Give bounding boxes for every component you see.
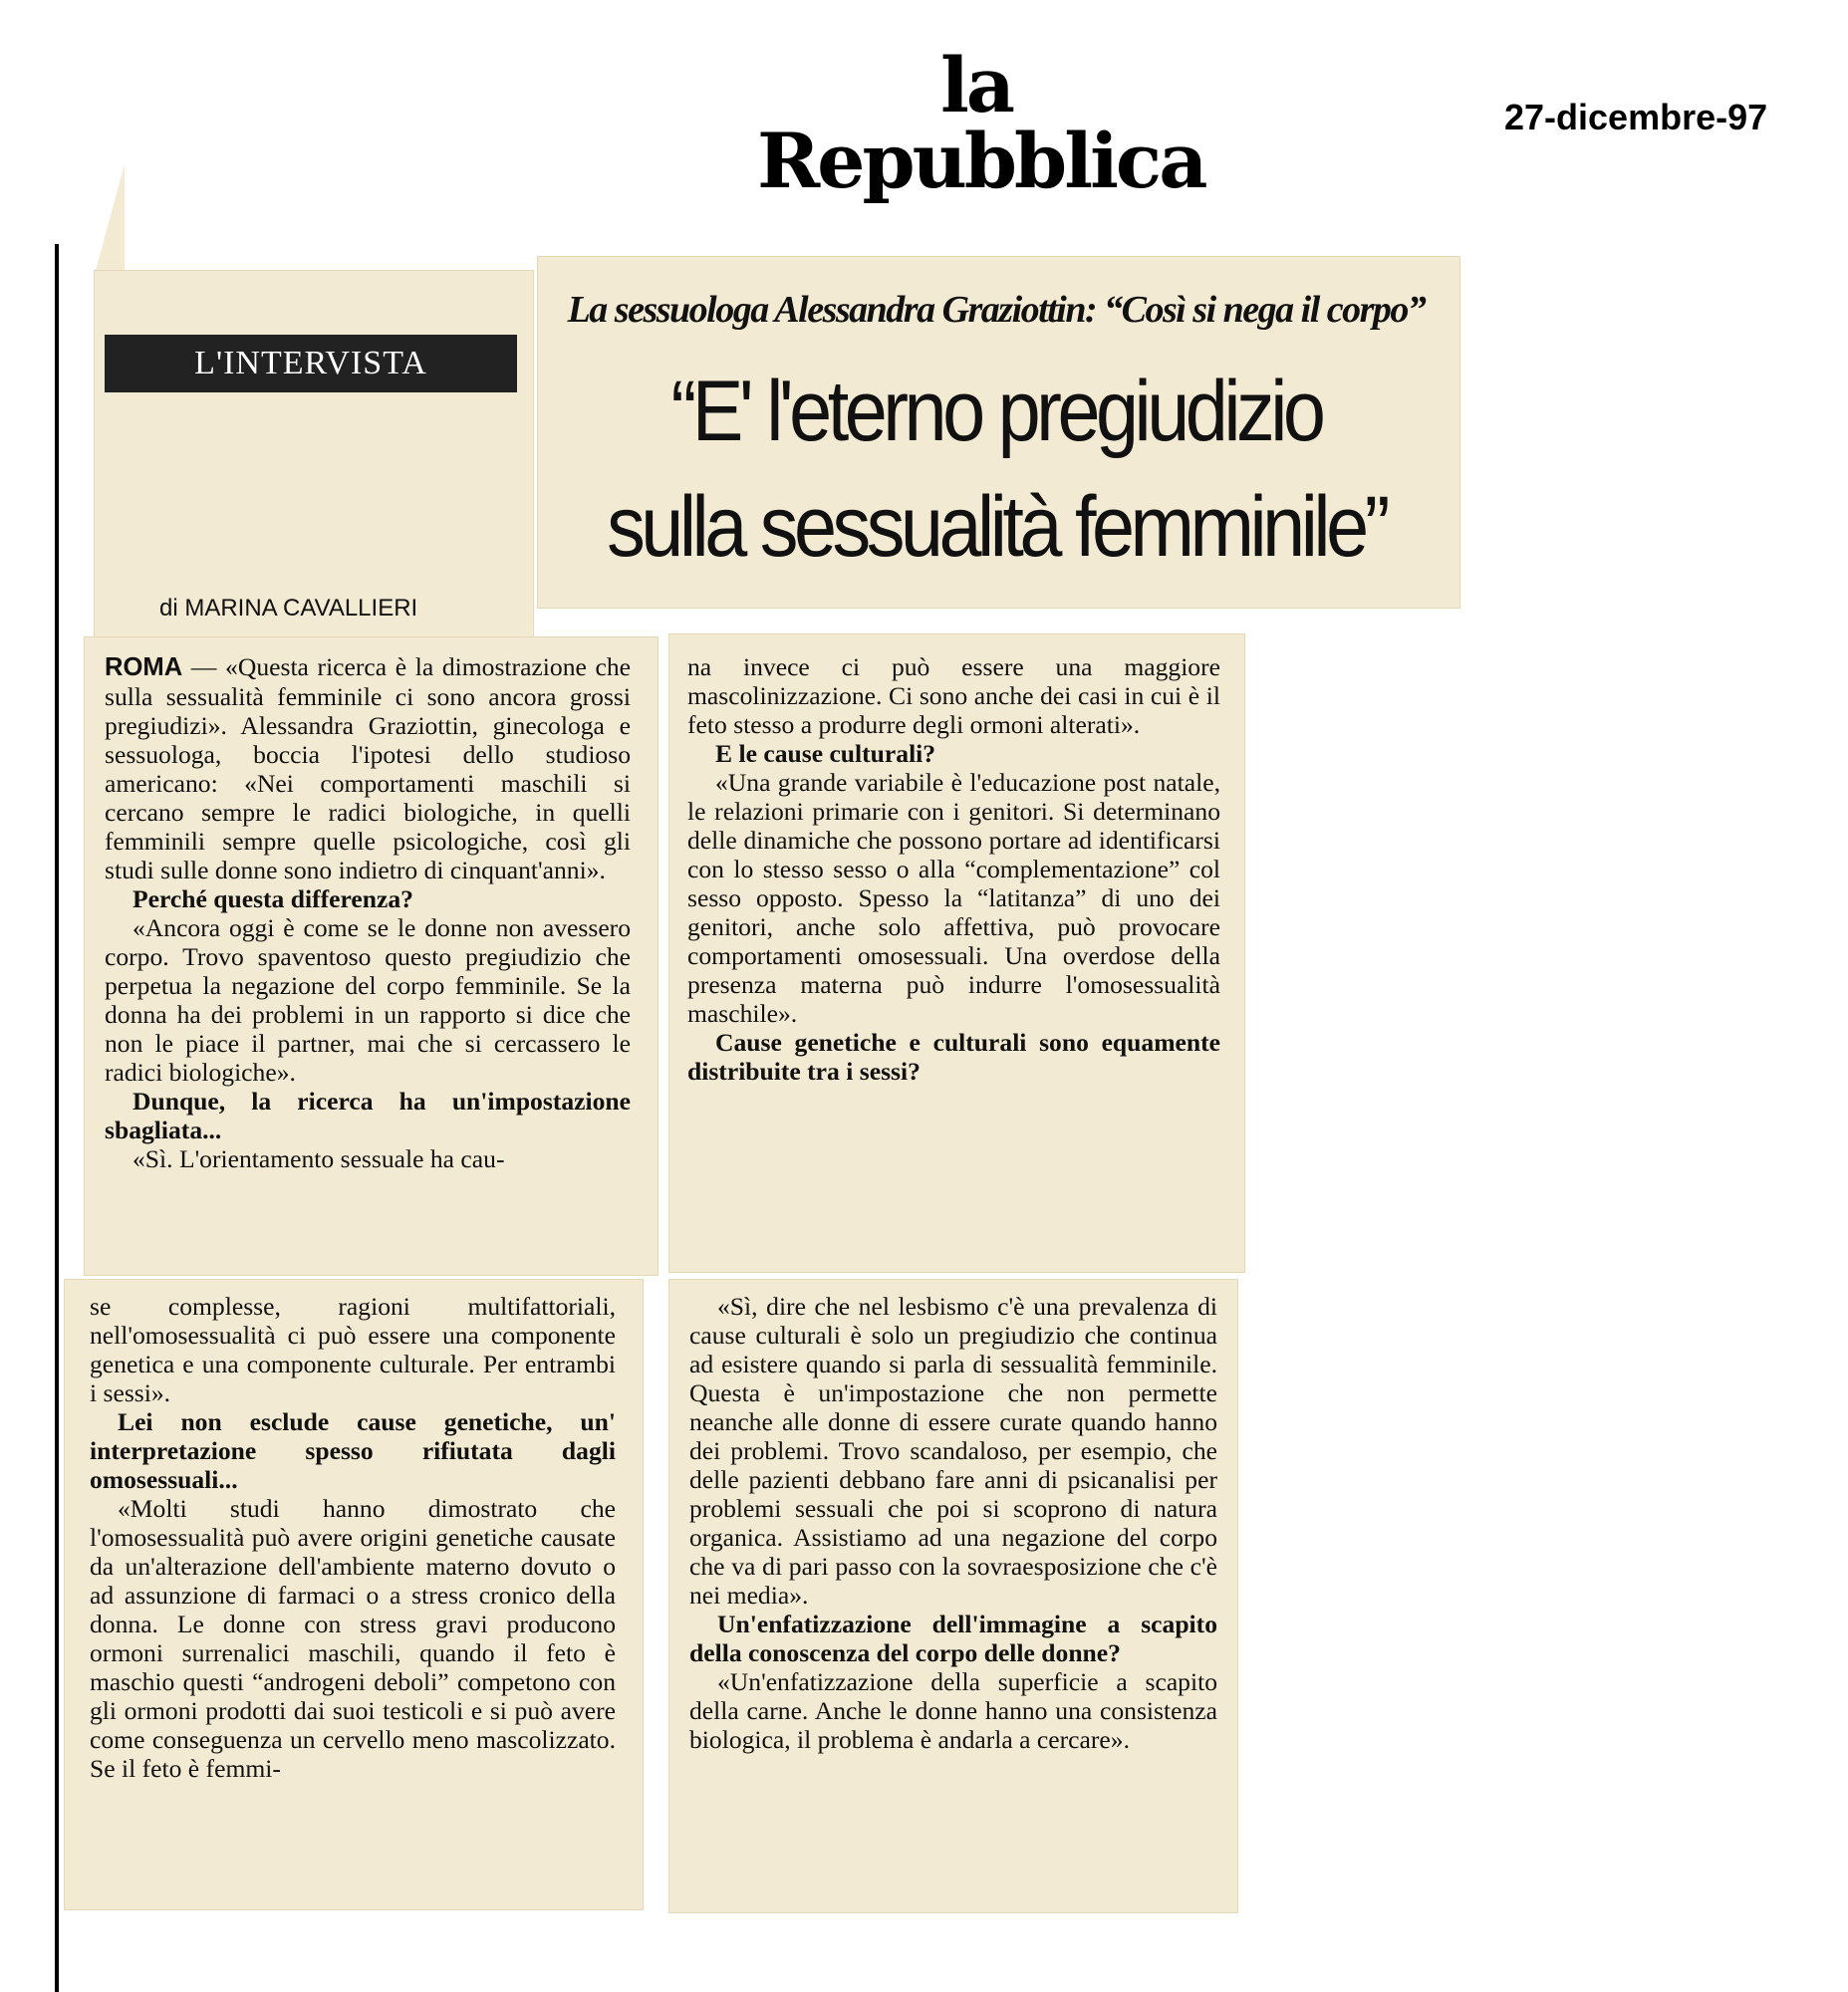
- lead-text: — «Questa ricerca è la dimostrazione che sulla sessualità femminile ci sono ancora grossi pregiudizi». Alessandra Graziottin, ginecologa e sessuologa, boccia l'ipotesi dello studioso americano: «Nei comportamenti maschili si cercano sempre le radici biologiche, in quelli femminili sempre quelle psicologiche, così gli studi sulle donne sono indietro di cinquant'anni».: [105, 652, 631, 884]
- answer-2-start: «Sì. L'orientamento sessuale ha cau-: [132, 1144, 505, 1173]
- clipping-tab: [95, 164, 125, 274]
- answer-5: «Sì, dire che nel lesbismo c'è una prevalenza di cause culturali è solo un pregiudizio che continua ad esistere quando si parla di sessualità femminile. Questa è un'impostazione che non permette neanche alle donne di essere curate quando hanno dei problemi. Trovo scandaloso, per esempio, che delle pazienti debbano fare anni di psicanalisi per problemi sessuali che poi si scoprono di natura organica. Assistiamo ad una negazione del corpo che va di pari passo con la sovraesposizione che c'è nei media».: [689, 1292, 1217, 1610]
- kicker: La sessuologa Alessandra Graziottin: “Così si nega il corpo”: [567, 289, 1426, 331]
- answer-3: «Molti studi hanno dimostrato che l'omosessualità può avere origini genetiche causate da un'alterazione dell'ambiente materno dovuto o ad assunzione di farmaci o a stress cronico della donna. Le donne con stress gravi producono ormoni surrenalici maschili, quando il feto è maschio questi “androgeni deboli” competono con gli ormoni prodotti dai suoi testicoli e si può avere come conseguenza un cervello meno mascolizzato. Se il feto è femmi-: [90, 1494, 616, 1783]
- answer-2-end: se complesse, ragioni multifattoriali, nell'omosessualità ci può essere una componente genetica e una componente culturale. Per entrambi i sessi».: [90, 1292, 616, 1407]
- newspaper-masthead: la Repubblica: [757, 41, 1205, 205]
- answer-4: «Una grande variabile è l'educazione post natale, le relazioni primarie con i genitori. Si determinano delle dinamiche che possono portare ad identificarsi con lo stesso sesso o alla “complementazione” col sesso opposto. Spesso la “latitanza” di uno dei genitori, anche solo affettiva, può provocare comportamenti omosessuali. Una overdose della presenza materna può indurre l'omosessualità maschile».: [687, 768, 1220, 1028]
- margin-line: [55, 244, 59, 1992]
- question-1: Perché questa differenza?: [132, 884, 413, 913]
- article-column-1-top: [105, 652, 631, 1173]
- question-4: E le cause culturali?: [715, 739, 936, 768]
- answer-3-continued: na invece ci può essere una maggiore mascolinizzazione. Ci sono anche dei casi in cui è il feto stesso a produrre degli ormoni alterati».: [687, 652, 1220, 739]
- answer-6: «Un'enfatizzazione della superficie a scapito della carne. Anche le donne hanno una consistenza biologica, il problema è andarla a cercare».: [689, 1667, 1217, 1754]
- issue-date: 27-dicembre-97: [1504, 97, 1768, 137]
- article-column-2-bottom: [689, 1292, 1217, 1754]
- article-column-1-bottom: [90, 1292, 616, 1783]
- answer-1: «Ancora oggi è come se le donne non avessero corpo. Trovo spaventoso questo pregiudizio che perpetua la negazione del corpo femminile. Se la donna ha dei problemi in un rapporto si dice che non le piace il partner, mai che si cercassero le radici biologiche».: [105, 913, 631, 1087]
- dateline-city: ROMA: [105, 653, 183, 681]
- byline: di MARINA CAVALLIERI: [159, 595, 418, 622]
- headline-line-2: sulla sessualità femminile”: [607, 479, 1386, 575]
- headline: [584, 354, 1409, 585]
- headline-line-1: “E' l'eterno pregiudizio: [670, 364, 1322, 459]
- question-5: Cause genetiche e culturali sono equamente distribuite tra i sessi?: [687, 1028, 1220, 1086]
- section-rubric: L'INTERVISTA: [105, 335, 517, 392]
- lead-paragraph: [105, 652, 631, 884]
- question-3: Lei non esclude cause genetiche, un' interpretazione spesso rifiutata dagli omosessuali...: [90, 1407, 616, 1494]
- article-column-2-top: [687, 652, 1220, 1086]
- question-6: Un'enfatizzazione dell'immagine a scapito della conoscenza del corpo delle donne?: [689, 1610, 1217, 1667]
- clipping-rubric: [95, 271, 533, 639]
- question-2: Dunque, la ricerca ha un'impostazione sbagliata...: [105, 1087, 631, 1144]
